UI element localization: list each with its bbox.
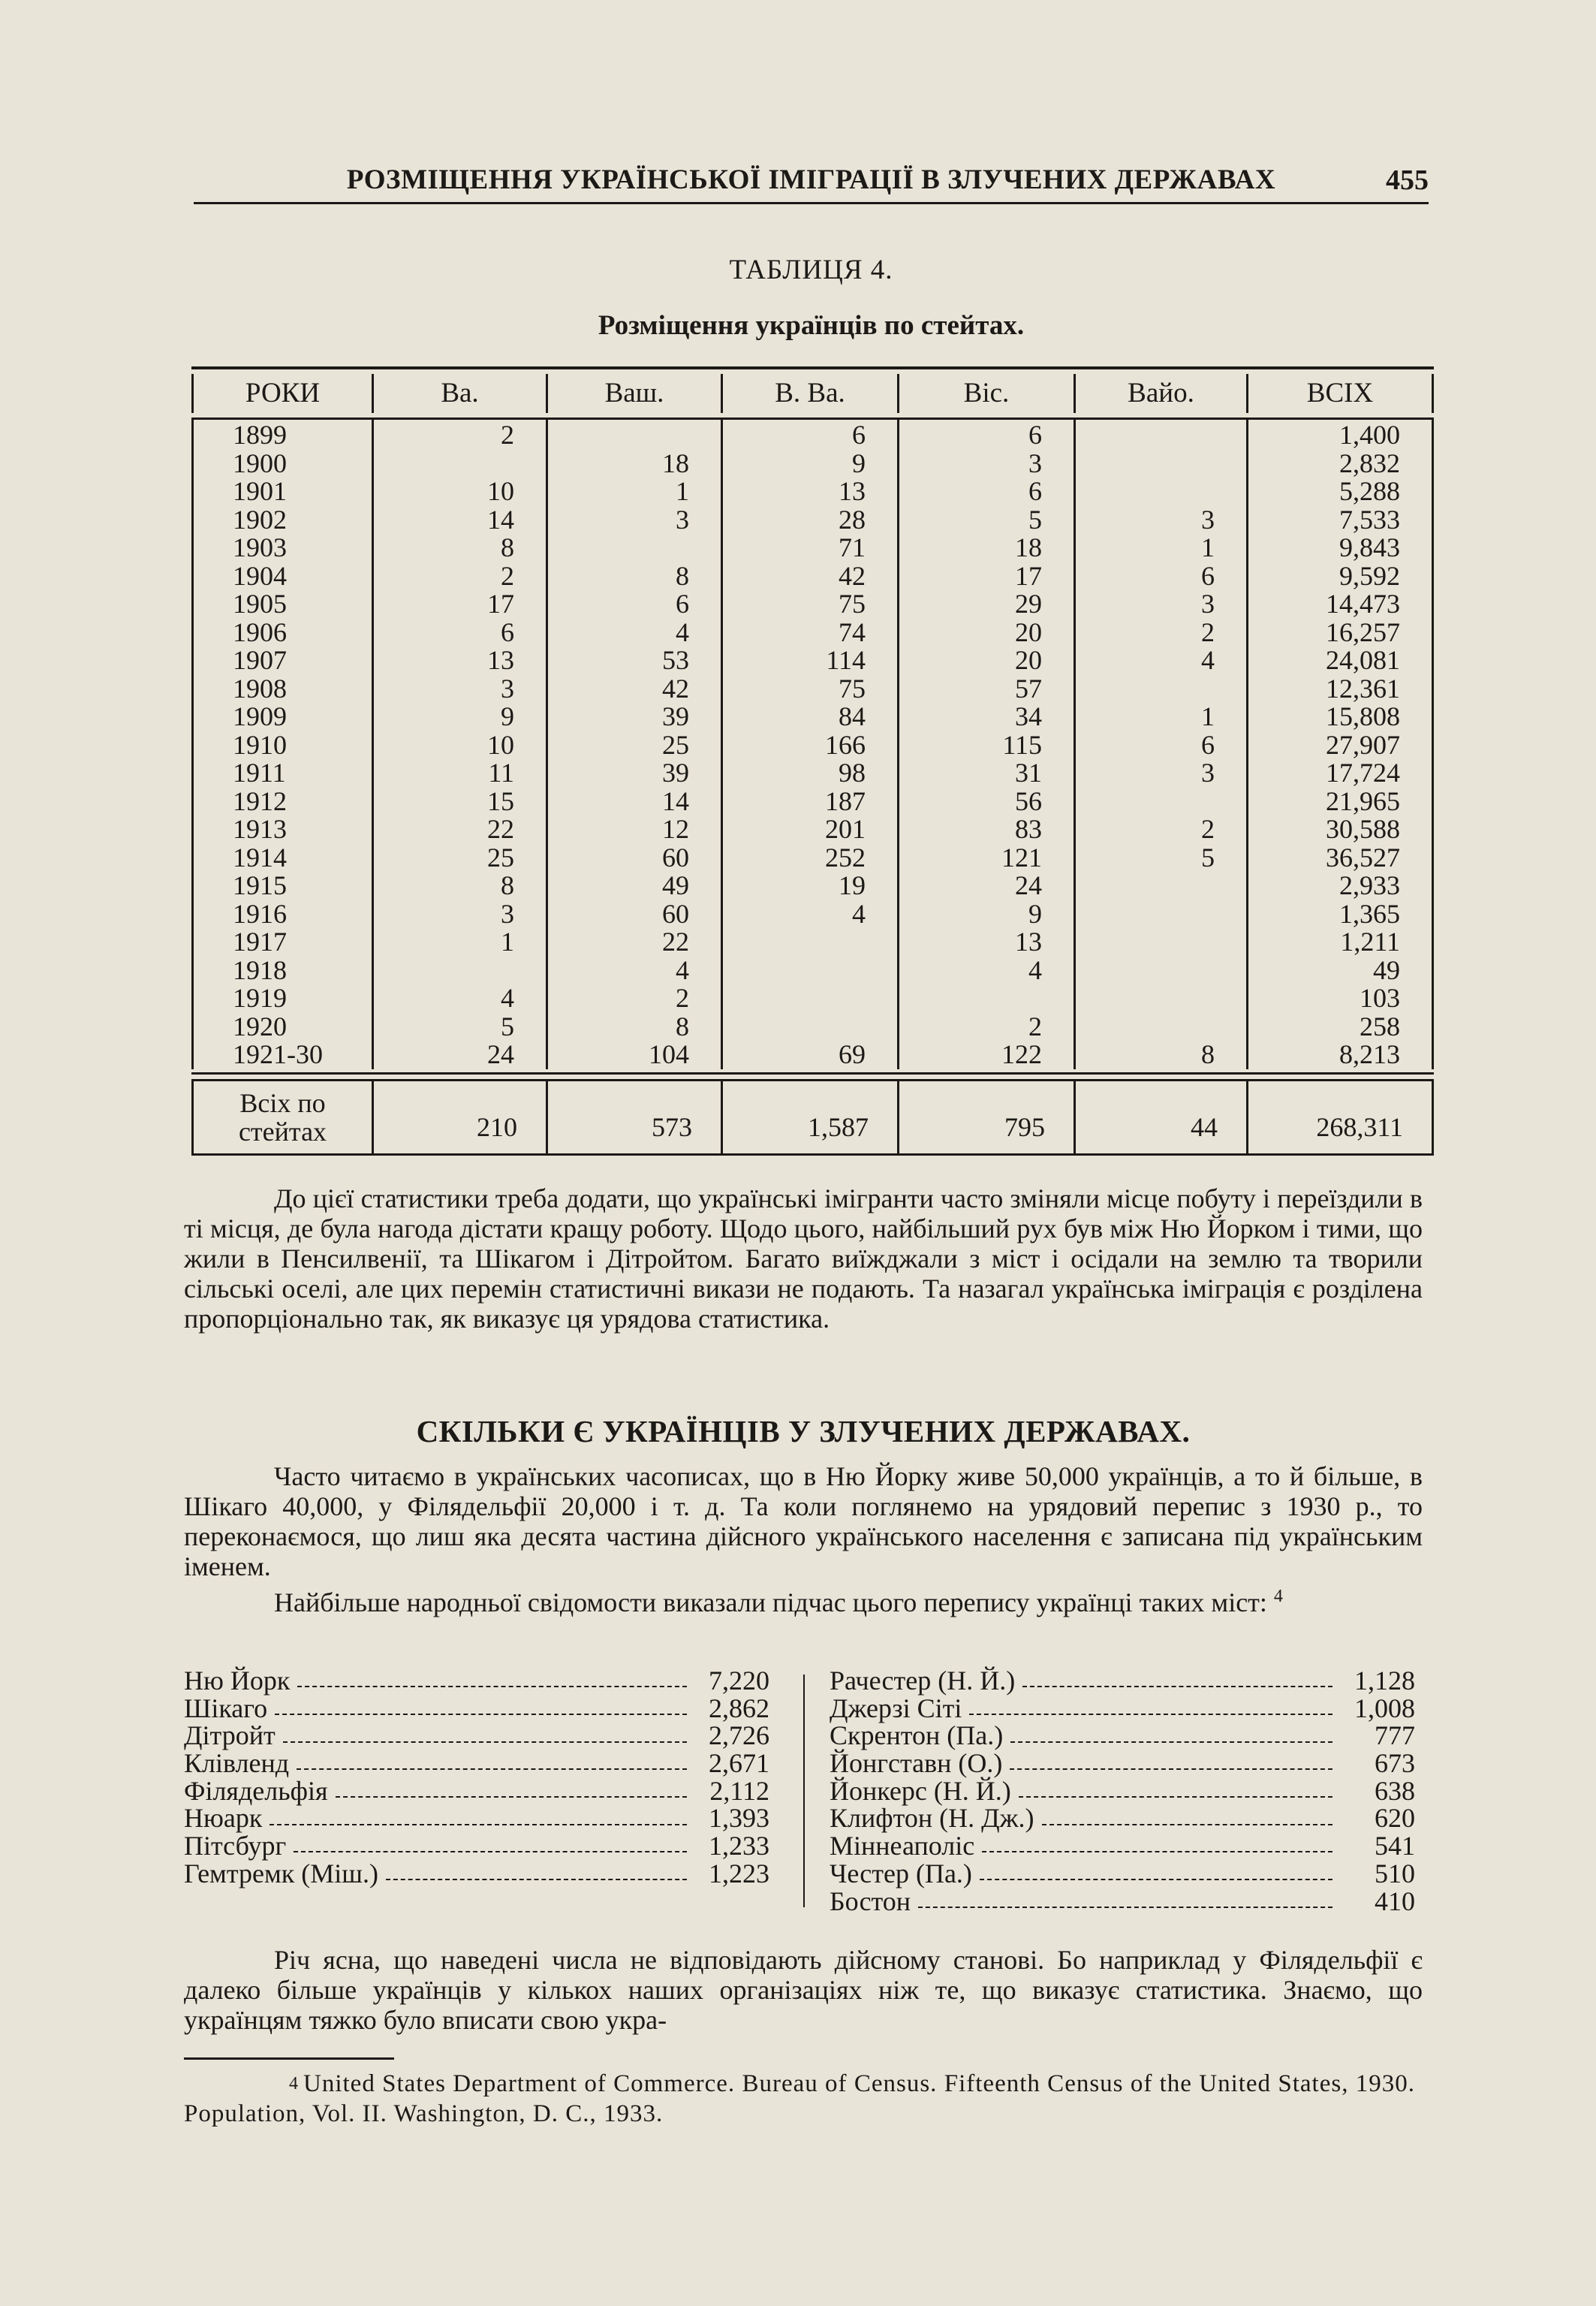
value-cell: 8: [676, 1011, 689, 1041]
value-cell: 1,365: [1339, 898, 1400, 929]
value-cell: 71: [839, 532, 866, 562]
value-cell: 1: [676, 476, 689, 506]
value-cell: 2,933: [1339, 870, 1400, 900]
value-cell: 16,257: [1326, 616, 1400, 647]
footnote: [184, 2069, 1415, 2129]
city-name: Шікаго: [184, 1693, 268, 1723]
running-header-title: РОЗМІЩЕННЯ УКРАЇНСЬКОЇ ІМІГРАЦІЇ В ЗЛУЧЕНИХ ДЕРЖАВАХ: [346, 164, 1276, 195]
city-list-left: [184, 1667, 769, 1888]
city-count: 7,220: [709, 1665, 769, 1696]
year-cell: 1917: [233, 927, 287, 957]
city-name: Йонкерс (Н. Й.): [830, 1775, 1011, 1806]
city-row: [184, 1750, 769, 1777]
year-cell: 1899: [233, 420, 287, 450]
value-cell: 15: [487, 785, 514, 816]
value-cell: [1076, 984, 1246, 1013]
value-cell: 4: [501, 983, 514, 1013]
value-cell: 98: [839, 758, 866, 788]
value-cell: 10: [487, 476, 514, 506]
city-count: 638: [1375, 1775, 1415, 1806]
footnote-reference: 4: [1273, 1587, 1283, 1606]
value-cell: 13: [1015, 927, 1042, 957]
city-count: 777: [1375, 1720, 1415, 1751]
value-cell: 9,843: [1339, 532, 1400, 562]
city-count: 510: [1375, 1858, 1415, 1889]
year-cell: 1906: [233, 616, 287, 647]
year-cell: 1909: [233, 701, 287, 731]
city-row: [830, 1860, 1415, 1888]
year-cell: 1902: [233, 504, 287, 535]
value-cell: 122: [1001, 1039, 1042, 1069]
footnote-marker: 4: [289, 2074, 299, 2093]
city-count: 2,726: [709, 1720, 769, 1751]
leader-dashes: [1042, 1824, 1333, 1825]
city-name: Пітсбург: [184, 1831, 287, 1861]
table-caption-title: Розміщення українців по стейтах.: [598, 310, 1025, 341]
city-count: 1,128: [1354, 1665, 1415, 1696]
value-cell: 13: [487, 645, 514, 675]
city-row: [184, 1860, 769, 1888]
value-cell: [548, 421, 721, 450]
value-cell: 5: [501, 1011, 514, 1041]
value-cell: 83: [1015, 814, 1042, 844]
paragraph-text-part: Найбільше народньої свідомости виказали підчас цього перепису українці таких міст:: [274, 1587, 1267, 1617]
leader-dashes: [1010, 1741, 1333, 1743]
city-count: 1,393: [709, 1803, 769, 1834]
value-cell: 9,592: [1339, 560, 1400, 591]
value-cell: [723, 984, 897, 1013]
value-cell: 12: [662, 814, 689, 844]
value-cell: [1076, 675, 1246, 704]
year-cell: 1916: [233, 898, 287, 929]
value-cell: 4: [1201, 645, 1215, 675]
city-count: 2,862: [709, 1693, 769, 1723]
value-cell: 3: [1201, 758, 1215, 788]
city-list-right: [830, 1667, 1415, 1915]
value-cell: 1: [501, 927, 514, 957]
year-cell: 1901: [233, 476, 287, 506]
value-cell: 103: [1360, 983, 1400, 1013]
value-cell: 8,213: [1339, 1039, 1400, 1069]
value-cell: 53: [662, 645, 689, 675]
value-cell: 39: [662, 758, 689, 788]
paragraph-statistics-note: [184, 1183, 1423, 1334]
value-cell: 24: [1015, 870, 1042, 900]
leader-dashes: [283, 1741, 687, 1743]
value-cell: 6: [1028, 476, 1042, 506]
value-cell: 8: [1201, 1039, 1215, 1069]
value-cell: 2: [1201, 814, 1215, 844]
value-cell: 17: [1015, 560, 1042, 591]
city-row: [830, 1695, 1415, 1723]
value-cell: 1,400: [1339, 420, 1400, 450]
value-cell: 258: [1360, 1011, 1400, 1041]
value-cell: 20: [1015, 616, 1042, 647]
year-cell: 1914: [233, 842, 287, 873]
city-row: [830, 1722, 1415, 1750]
value-cell: 5: [1028, 504, 1042, 535]
value-cell: 4: [852, 898, 866, 929]
value-cell: 24: [487, 1039, 514, 1069]
value-cell: 19: [839, 870, 866, 900]
value-cell: 75: [839, 673, 866, 704]
value-cell: 9: [852, 448, 866, 478]
leader-dashes: [980, 1879, 1333, 1880]
value-cell: 84: [839, 701, 866, 731]
city-row: [184, 1832, 769, 1860]
paragraph-census: [184, 1461, 1423, 1617]
value-cell: 25: [662, 729, 689, 760]
city-row: [184, 1722, 769, 1750]
value-cell: 56: [1015, 785, 1042, 816]
value-cell: 8: [676, 560, 689, 591]
value-cell: 201: [825, 814, 866, 844]
value-cell: [1076, 928, 1246, 957]
city-name: Рачестер (Н. Й.): [830, 1665, 1016, 1696]
value-cell: [1076, 421, 1246, 450]
leader-dashes: [270, 1824, 687, 1825]
value-cell: 2,832: [1339, 448, 1400, 478]
leader-dashes: [336, 1796, 687, 1798]
value-cell: 28: [839, 504, 866, 535]
value-cell: [1076, 788, 1246, 816]
value-cell: 69: [839, 1039, 866, 1069]
value-cell: 9: [1028, 898, 1042, 929]
value-cell: 34: [1015, 701, 1042, 731]
value-cell: 2: [501, 560, 514, 591]
year-cell: 1920: [233, 1011, 287, 1041]
value-cell: 6: [1028, 420, 1042, 450]
header-wyoming: Вайо.: [1074, 374, 1246, 413]
value-cell: 7,533: [1339, 504, 1400, 535]
city-name: Нюарк: [184, 1803, 263, 1834]
value-cell: 6: [501, 616, 514, 647]
city-row: [830, 1804, 1415, 1832]
value-cell: 36,527: [1326, 842, 1400, 873]
year-cell: 1904: [233, 560, 287, 591]
paragraph-text: Часто читаємо в українських часописах, що в Ню Йорку живе 50,000 українців, а то й більше, в Шікаго 40,000, у Філядельфії 20,000 і т. д. Та коли поглянемо на урядовий перепис з 1930 р., то переконаємося, що лиш яка десята частина дійсного українського населення є записана під українським іменем.: [184, 1461, 1423, 1581]
city-row: [830, 1832, 1415, 1860]
total-value: 268,311: [1316, 1111, 1403, 1142]
city-row: [184, 1777, 769, 1805]
city-count: 673: [1375, 1748, 1415, 1779]
header-wisconsin: Віс.: [897, 374, 1074, 413]
value-cell: [1076, 1013, 1246, 1041]
value-cell: 8: [501, 532, 514, 562]
year-cell: 1918: [233, 954, 287, 985]
leader-dashes: [275, 1714, 687, 1715]
value-cell: 17: [487, 589, 514, 619]
value-cell: 42: [839, 560, 866, 591]
city-name: Бостон: [830, 1885, 911, 1916]
city-count: 1,233: [709, 1831, 769, 1861]
paragraph-text: До цієї статистики треба додати, що українські імігранти часто зміняли місце побуту і переїздили в ті місця, де була нагода дістати кращу роботу. Щодо цього, найбільший рух був між Ню Йорком і тими, що жили в Пенсилвенії, та Шікагом і Дітройтом. Багато виїжджали з міст і осідали на землю та творили сільські оселі, але цих перемін статистичні викази не подають. Та назагал українська іміграція є розділена пропорціонально так, як виказує ця урядова статистика.: [184, 1183, 1423, 1334]
leader-dashes: [1010, 1768, 1333, 1770]
city-name: Честер (Па.): [830, 1858, 972, 1889]
paragraph-text: Річ ясна, що наведені числа не відповідають дійсному станові. Бо наприклад у Філядельфії є далеко більше українців у кількох наших організаціях ніж те, що виказує статистика. Знаємо, що українцям тяжко було вписати свою укра-: [184, 1945, 1423, 2035]
value-cell: 2: [501, 420, 514, 450]
value-cell: 74: [839, 616, 866, 647]
city-name: Йонгставн (О.): [830, 1748, 1003, 1779]
value-cell: 166: [825, 729, 866, 760]
value-cell: 14: [662, 785, 689, 816]
value-cell: 14,473: [1326, 589, 1400, 619]
header-virginia: Ва.: [372, 374, 546, 413]
total-value: 573: [652, 1111, 692, 1142]
city-name: Ню Йорк: [184, 1665, 291, 1696]
city-count: 410: [1375, 1885, 1415, 1916]
year-cell: 1903: [233, 532, 287, 562]
year-cell: 1908: [233, 673, 287, 704]
value-cell: 1,211: [1340, 927, 1400, 957]
value-cell: 22: [662, 927, 689, 957]
total-value: 1,587: [808, 1111, 869, 1142]
city-count: 1,223: [709, 1858, 769, 1889]
city-row: [830, 1885, 1415, 1916]
value-cell: 2: [676, 983, 689, 1013]
value-cell: [1076, 450, 1246, 478]
value-cell: 104: [649, 1039, 689, 1069]
value-cell: 57: [1015, 673, 1042, 704]
city-name: Гемтремк (Міш.): [184, 1858, 378, 1889]
section-heading: СКІЛЬКИ Є УКРАЇНЦІВ У ЗЛУЧЕНИХ ДЕРЖАВАХ.: [416, 1414, 1191, 1448]
value-cell: 29: [1015, 589, 1042, 619]
table-caption-number: ТАБЛИЦЯ 4.: [729, 255, 893, 285]
city-name: Клівленд: [184, 1748, 290, 1779]
value-cell: [374, 957, 546, 985]
city-name: Джерзі Сіті: [830, 1693, 962, 1723]
value-cell: 115: [1002, 729, 1042, 760]
year-cell: 1905: [233, 589, 287, 619]
value-cell: 121: [1001, 842, 1042, 873]
year-cell: 1912: [233, 785, 287, 816]
city-row: [184, 1667, 769, 1695]
paragraph-text: [184, 1581, 1423, 1617]
footnote-text: United States Department of Commerce. Bureau of Census. Fifteenth Census of the United States, 1930. Population, Vol. II. Washington, D. C., 1933.: [184, 2070, 1415, 2127]
value-cell: 4: [676, 616, 689, 647]
city-count: 620: [1375, 1803, 1415, 1834]
value-cell: 22: [487, 814, 514, 844]
total-value: 795: [1004, 1111, 1045, 1142]
city-name: Клифтон (Н. Дж.): [830, 1803, 1034, 1834]
year-cell: 1915: [233, 870, 287, 900]
header-total: ВСІХ: [1246, 374, 1434, 413]
value-cell: 18: [1015, 532, 1042, 562]
value-cell: 3: [501, 898, 514, 929]
city-row: [830, 1777, 1415, 1805]
value-cell: 6: [1201, 729, 1215, 760]
leader-dashes: [297, 1768, 687, 1770]
value-cell: 6: [676, 589, 689, 619]
table-header-row: [191, 374, 1434, 413]
value-cell: 14: [487, 504, 514, 535]
leader-dashes: [918, 1907, 1333, 1908]
leader-dashes: [294, 1851, 687, 1852]
year-cell: 1907: [233, 645, 287, 675]
leader-dashes: [1022, 1686, 1333, 1687]
year-cell: 1900: [233, 448, 287, 478]
value-cell: 31: [1015, 758, 1042, 788]
value-cell: 21,965: [1326, 785, 1400, 816]
value-cell: 252: [825, 842, 866, 873]
value-cell: 8: [501, 870, 514, 900]
year-cell: 1910: [233, 729, 287, 760]
table-body: [191, 420, 1434, 1069]
value-cell: 25: [487, 842, 514, 873]
value-cell: 18: [662, 448, 689, 478]
year-cell: 1921-30: [233, 1039, 323, 1069]
value-cell: [548, 534, 721, 562]
value-cell: [899, 984, 1074, 1013]
value-cell: 60: [662, 898, 689, 929]
header-washington: Ваш.: [546, 374, 721, 413]
city-name: Філядельфія: [184, 1775, 328, 1806]
value-cell: 49: [662, 870, 689, 900]
city-count: 1,008: [1354, 1693, 1415, 1723]
value-cell: 1: [1201, 532, 1215, 562]
leader-dashes: [386, 1879, 687, 1880]
value-cell: [1076, 900, 1246, 929]
value-cell: 15,808: [1326, 701, 1400, 731]
distribution-table: [191, 366, 1434, 1156]
city-name: Дітройт: [184, 1720, 276, 1751]
leader-dashes: [1019, 1796, 1333, 1798]
running-header: [194, 164, 1429, 204]
value-cell: 3: [1201, 589, 1215, 619]
value-cell: 17,724: [1326, 758, 1400, 788]
value-cell: 114: [826, 645, 866, 675]
value-cell: [1076, 478, 1246, 506]
total-value: 210: [477, 1111, 517, 1142]
total-label: Всіх по стейтах: [238, 1087, 327, 1147]
footnote-rule: [184, 2057, 394, 2060]
city-list-divider: [803, 1674, 805, 1907]
city-count: 2,112: [709, 1775, 769, 1806]
value-cell: [723, 957, 897, 985]
value-cell: 60: [662, 842, 689, 873]
value-cell: 3: [676, 504, 689, 535]
value-cell: 13: [839, 476, 866, 506]
value-cell: 2: [1028, 1011, 1042, 1041]
year-cell: 1913: [233, 814, 287, 844]
value-cell: 24,081: [1326, 645, 1400, 675]
city-row: [184, 1804, 769, 1832]
header-west-virginia: В. Ва.: [721, 374, 897, 413]
total-value: 44: [1191, 1111, 1218, 1142]
value-cell: 20: [1015, 645, 1042, 675]
table-total-row: [191, 1081, 1434, 1153]
value-cell: 3: [1201, 504, 1215, 535]
value-cell: 6: [1201, 560, 1215, 591]
city-row: [830, 1750, 1415, 1777]
value-cell: 27,907: [1326, 729, 1400, 760]
leader-dashes: [297, 1686, 687, 1687]
year-cell: 1919: [233, 983, 287, 1013]
value-cell: 3: [501, 673, 514, 704]
value-cell: [374, 450, 546, 478]
value-cell: 6: [852, 420, 866, 450]
value-cell: 39: [662, 701, 689, 731]
paragraph-conclusion: [184, 1945, 1423, 2035]
value-cell: 1: [1201, 701, 1215, 731]
value-cell: 2: [1201, 616, 1215, 647]
value-cell: [1076, 872, 1246, 900]
value-cell: 4: [676, 954, 689, 985]
value-cell: 12,361: [1326, 673, 1400, 704]
city-row: [830, 1667, 1415, 1695]
value-cell: 75: [839, 589, 866, 619]
city-row: [184, 1695, 769, 1723]
leader-dashes: [969, 1714, 1333, 1715]
value-cell: 30,588: [1326, 814, 1400, 844]
value-cell: [723, 928, 897, 957]
value-cell: 3: [1028, 448, 1042, 478]
value-cell: 42: [662, 673, 689, 704]
header-years: РОКИ: [191, 374, 372, 413]
value-cell: 49: [1373, 954, 1400, 985]
value-cell: 4: [1028, 954, 1042, 985]
city-name: Міннеаполіс: [830, 1831, 975, 1861]
page-number: 455: [1386, 164, 1429, 196]
leader-dashes: [982, 1851, 1333, 1852]
city-count: 541: [1375, 1831, 1415, 1861]
value-cell: 5: [1201, 842, 1215, 873]
value-cell: [1076, 957, 1246, 985]
value-cell: 10: [487, 729, 514, 760]
value-cell: [723, 1013, 897, 1041]
year-cell: 1911: [233, 758, 286, 788]
value-cell: 9: [501, 701, 514, 731]
city-name: Скрентон (Па.): [830, 1720, 1004, 1751]
value-cell: 11: [488, 758, 514, 788]
value-cell: 5,288: [1339, 476, 1400, 506]
city-count: 2,671: [709, 1748, 769, 1779]
value-cell: 187: [825, 785, 866, 816]
